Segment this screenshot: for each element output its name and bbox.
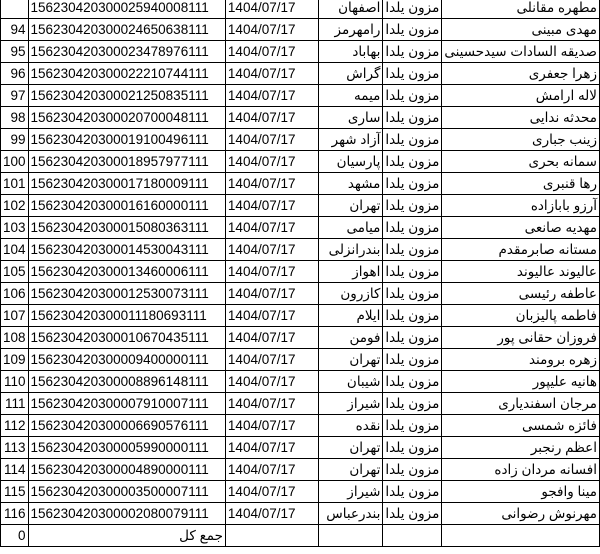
city-cell: تهران	[319, 349, 383, 371]
customer-name-cell: زهره برومند	[442, 349, 600, 371]
table-row	[1, 305, 600, 327]
date-cell: 1404/07/17	[225, 393, 318, 415]
shop-name-cell: مزون یلدا	[383, 503, 442, 525]
city-cell: مشهد	[319, 173, 383, 195]
date-cell: 1404/07/17	[225, 85, 318, 107]
date-cell: 1404/07/17	[225, 327, 318, 349]
tracking-code-cell: 156230420300020700048111	[28, 107, 225, 129]
table-row	[1, 217, 600, 239]
tracking-code-cell: 156230420300005990000111	[28, 437, 225, 459]
tracking-code-cell: 156230420300013460006111	[28, 261, 225, 283]
city-cell: فومن	[319, 327, 383, 349]
city-cell: ایلام	[319, 305, 383, 327]
row-number-cell: 111	[1, 393, 29, 415]
shop-name-cell: مزون یلدا	[383, 129, 442, 151]
date-cell: 1404/07/17	[225, 283, 318, 305]
table-row	[1, 283, 600, 305]
table-row	[1, 151, 600, 173]
date-cell: 1404/07/17	[225, 173, 318, 195]
table-row	[1, 327, 600, 349]
date-cell: 1404/07/17	[225, 107, 318, 129]
table-row	[1, 173, 600, 195]
customer-name-cell: زینب جباری	[442, 129, 600, 151]
tracking-code-cell: 156230420300016160000111	[28, 195, 225, 217]
tracking-code-cell: 156230420300017180009111	[28, 173, 225, 195]
city-cell: بهاباد	[319, 41, 383, 63]
table-row	[1, 481, 600, 503]
date-cell: 1404/07/17	[225, 63, 318, 85]
table-row	[1, 437, 600, 459]
customer-name-cell: مهدیه صانعی	[442, 217, 600, 239]
date-cell: 1404/07/17	[225, 0, 318, 19]
customer-name-cell: عالیوند عالیوند	[442, 261, 600, 283]
row-number-cell: 116	[1, 503, 29, 525]
shop-name-cell: مزون یلدا	[383, 239, 442, 261]
city-cell: میمه	[319, 85, 383, 107]
table-row	[1, 129, 600, 151]
city-cell: نقده	[319, 415, 383, 437]
tracking-code-cell: 156230420300010670435111	[28, 327, 225, 349]
shop-name-cell: مزون یلدا	[383, 283, 442, 305]
shop-name-cell: مزون یلدا	[383, 437, 442, 459]
customer-name-cell: فاطمه پالیزبان	[442, 305, 600, 327]
tracking-code-cell: 156230420300011180693111	[28, 305, 225, 327]
table-row	[1, 85, 600, 107]
tracking-code-cell: 156230420300008896148111	[28, 371, 225, 393]
total-empty-cell	[225, 525, 318, 547]
date-cell: 1404/07/17	[225, 195, 318, 217]
row-number-cell: 113	[1, 437, 29, 459]
customer-name-cell: محدثه ندایی	[442, 107, 600, 129]
table-row	[1, 41, 600, 63]
table-row	[1, 371, 600, 393]
date-cell: 1404/07/17	[225, 503, 318, 525]
tracking-code-cell: 156230420300018957977111	[28, 151, 225, 173]
shop-name-cell: مزون یلدا	[383, 349, 442, 371]
shop-name-cell: مزون یلدا	[383, 305, 442, 327]
city-cell: شیبان	[319, 371, 383, 393]
row-number-cell: 100	[1, 151, 29, 173]
date-cell: 1404/07/17	[225, 217, 318, 239]
city-cell: رامهرمز	[319, 19, 383, 41]
shop-name-cell: مزون یلدا	[383, 195, 442, 217]
table-row	[1, 19, 600, 41]
city-cell: تهران	[319, 437, 383, 459]
shop-name-cell: مزون یلدا	[383, 217, 442, 239]
city-cell: گراش	[319, 63, 383, 85]
shop-name-cell: مزون یلدا	[383, 0, 442, 19]
row-number-cell: 107	[1, 305, 29, 327]
city-cell: بندرانزلی	[319, 239, 383, 261]
date-cell: 1404/07/17	[225, 41, 318, 63]
date-cell: 1404/07/17	[225, 239, 318, 261]
city-cell: تهران	[319, 459, 383, 481]
city-cell: بندرعباس	[319, 503, 383, 525]
customer-name-cell: زهرا جعفری	[442, 63, 600, 85]
table-row	[1, 349, 600, 371]
date-cell: 1404/07/17	[225, 437, 318, 459]
customer-name-cell: فروزان حقانی پور	[442, 327, 600, 349]
shop-name-cell: مزون یلدا	[383, 63, 442, 85]
row-number-cell: 97	[1, 85, 29, 107]
customer-name-cell: مطهره مقانلی	[442, 0, 600, 19]
date-cell: 1404/07/17	[225, 481, 318, 503]
table-row	[1, 0, 600, 19]
tracking-code-cell: 156230420300006690576111	[28, 415, 225, 437]
customer-name-cell: لاله ارامش	[442, 85, 600, 107]
table-row	[1, 239, 600, 261]
customer-name-cell: مرجان اسفندیاری	[442, 393, 600, 415]
tracking-code-cell: 156230420300014530043111	[28, 239, 225, 261]
total-empty-cell	[319, 525, 383, 547]
row-number-cell: 109	[1, 349, 29, 371]
total-empty-cell	[383, 525, 442, 547]
customer-name-cell: مینا وافجو	[442, 481, 600, 503]
table-row	[1, 459, 600, 481]
tracking-code-cell: 156230420300015080363111	[28, 217, 225, 239]
city-cell: پارسیان	[319, 151, 383, 173]
tracking-code-cell: 156230420300004890000111	[28, 459, 225, 481]
shop-name-cell: مزون یلدا	[383, 371, 442, 393]
row-number-cell: 108	[1, 327, 29, 349]
row-number-cell: 98	[1, 107, 29, 129]
date-cell: 1404/07/17	[225, 261, 318, 283]
row-number-cell: 106	[1, 283, 29, 305]
shop-name-cell: مزون یلدا	[383, 459, 442, 481]
tracking-code-cell: 156230420300025940008111	[28, 0, 225, 19]
customer-name-cell: اعظم رنجبر	[442, 437, 600, 459]
shop-name-cell: مزون یلدا	[383, 151, 442, 173]
table-row	[1, 195, 600, 217]
row-number-cell: 104	[1, 239, 29, 261]
city-cell: میامی	[319, 217, 383, 239]
customer-name-cell: مستانه صابرمقدم	[442, 239, 600, 261]
customer-name-cell: رها قنبری	[442, 173, 600, 195]
customer-name-cell: هانیه علیپور	[442, 371, 600, 393]
tracking-code-cell: 156230420300022210744111	[28, 63, 225, 85]
shop-name-cell: مزون یلدا	[383, 41, 442, 63]
shop-name-cell: مزون یلدا	[383, 107, 442, 129]
customer-name-cell: افسانه مردان زاده	[442, 459, 600, 481]
customer-name-cell: مهرنوش رضوانی	[442, 503, 600, 525]
customer-name-cell: سمانه بحری	[442, 151, 600, 173]
customer-name-cell: آرزو بابازاده	[442, 195, 600, 217]
row-number-cell: 95	[1, 41, 29, 63]
customer-name-cell: صدیقه السادات سیدحسینی	[442, 41, 600, 63]
date-cell: 1404/07/17	[225, 349, 318, 371]
date-cell: 1404/07/17	[225, 415, 318, 437]
total-label: جمع کل	[28, 525, 225, 547]
shop-name-cell: مزون یلدا	[383, 85, 442, 107]
row-number-cell: 101	[1, 173, 29, 195]
total-empty-cell	[442, 525, 600, 547]
tracking-code-cell: 156230420300003500007111	[28, 481, 225, 503]
tracking-code-cell: 156230420300007910007111	[28, 393, 225, 415]
table-row	[1, 63, 600, 85]
date-cell: 1404/07/17	[225, 459, 318, 481]
city-cell: شیراز	[319, 481, 383, 503]
table-row	[1, 261, 600, 283]
row-number-cell: 103	[1, 217, 29, 239]
shop-name-cell: مزون یلدا	[383, 19, 442, 41]
shop-name-cell: مزون یلدا	[383, 261, 442, 283]
date-cell: 1404/07/17	[225, 151, 318, 173]
row-number-cell: 112	[1, 415, 29, 437]
customer-name-cell: مهدی مبینی	[442, 19, 600, 41]
city-cell: اصفهان	[319, 0, 383, 19]
table-row	[1, 415, 600, 437]
city-cell: اهواز	[319, 261, 383, 283]
row-number-cell: 110	[1, 371, 29, 393]
tracking-code-cell: 156230420300009400000111	[28, 349, 225, 371]
records-table-body	[1, 0, 600, 525]
customer-name-cell: فائزه شمسی	[442, 415, 600, 437]
date-cell: 1404/07/17	[225, 305, 318, 327]
tracking-code-cell: 156230420300012530073111	[28, 283, 225, 305]
table-row	[1, 393, 600, 415]
row-number-cell: 102	[1, 195, 29, 217]
customer-name-cell: عاطفه رئیسی	[442, 283, 600, 305]
tracking-code-cell: 156230420300023478976111	[28, 41, 225, 63]
shop-name-cell: مزون یلدا	[383, 481, 442, 503]
table-row	[1, 107, 600, 129]
tracking-code-cell: 156230420300024650638111	[28, 19, 225, 41]
row-number-cell: 105	[1, 261, 29, 283]
city-cell: شیراز	[319, 393, 383, 415]
date-cell: 1404/07/17	[225, 371, 318, 393]
shop-name-cell: مزون یلدا	[383, 173, 442, 195]
row-number-cell: 99	[1, 129, 29, 151]
tracking-code-cell: 156230420300021250835111	[28, 85, 225, 107]
city-cell: ساری	[319, 107, 383, 129]
table-row	[1, 503, 600, 525]
total-row	[1, 525, 600, 547]
row-number-cell: 96	[1, 63, 29, 85]
shop-name-cell: مزون یلدا	[383, 415, 442, 437]
row-number-cell: 94	[1, 19, 29, 41]
city-cell: تهران	[319, 195, 383, 217]
shop-name-cell: مزون یلدا	[383, 393, 442, 415]
date-cell: 1404/07/17	[225, 129, 318, 151]
city-cell: آزاد شهر	[319, 129, 383, 151]
shop-name-cell: مزون یلدا	[383, 327, 442, 349]
date-cell: 1404/07/17	[225, 19, 318, 41]
row-number-cell	[1, 0, 29, 19]
tracking-code-cell: 156230420300002080079111	[28, 503, 225, 525]
row-number-cell: 115	[1, 481, 29, 503]
row-number-cell: 114	[1, 459, 29, 481]
tracking-code-cell: 156230420300019100496111	[28, 129, 225, 151]
city-cell: کازرون	[319, 283, 383, 305]
total-value: 0	[1, 525, 29, 547]
